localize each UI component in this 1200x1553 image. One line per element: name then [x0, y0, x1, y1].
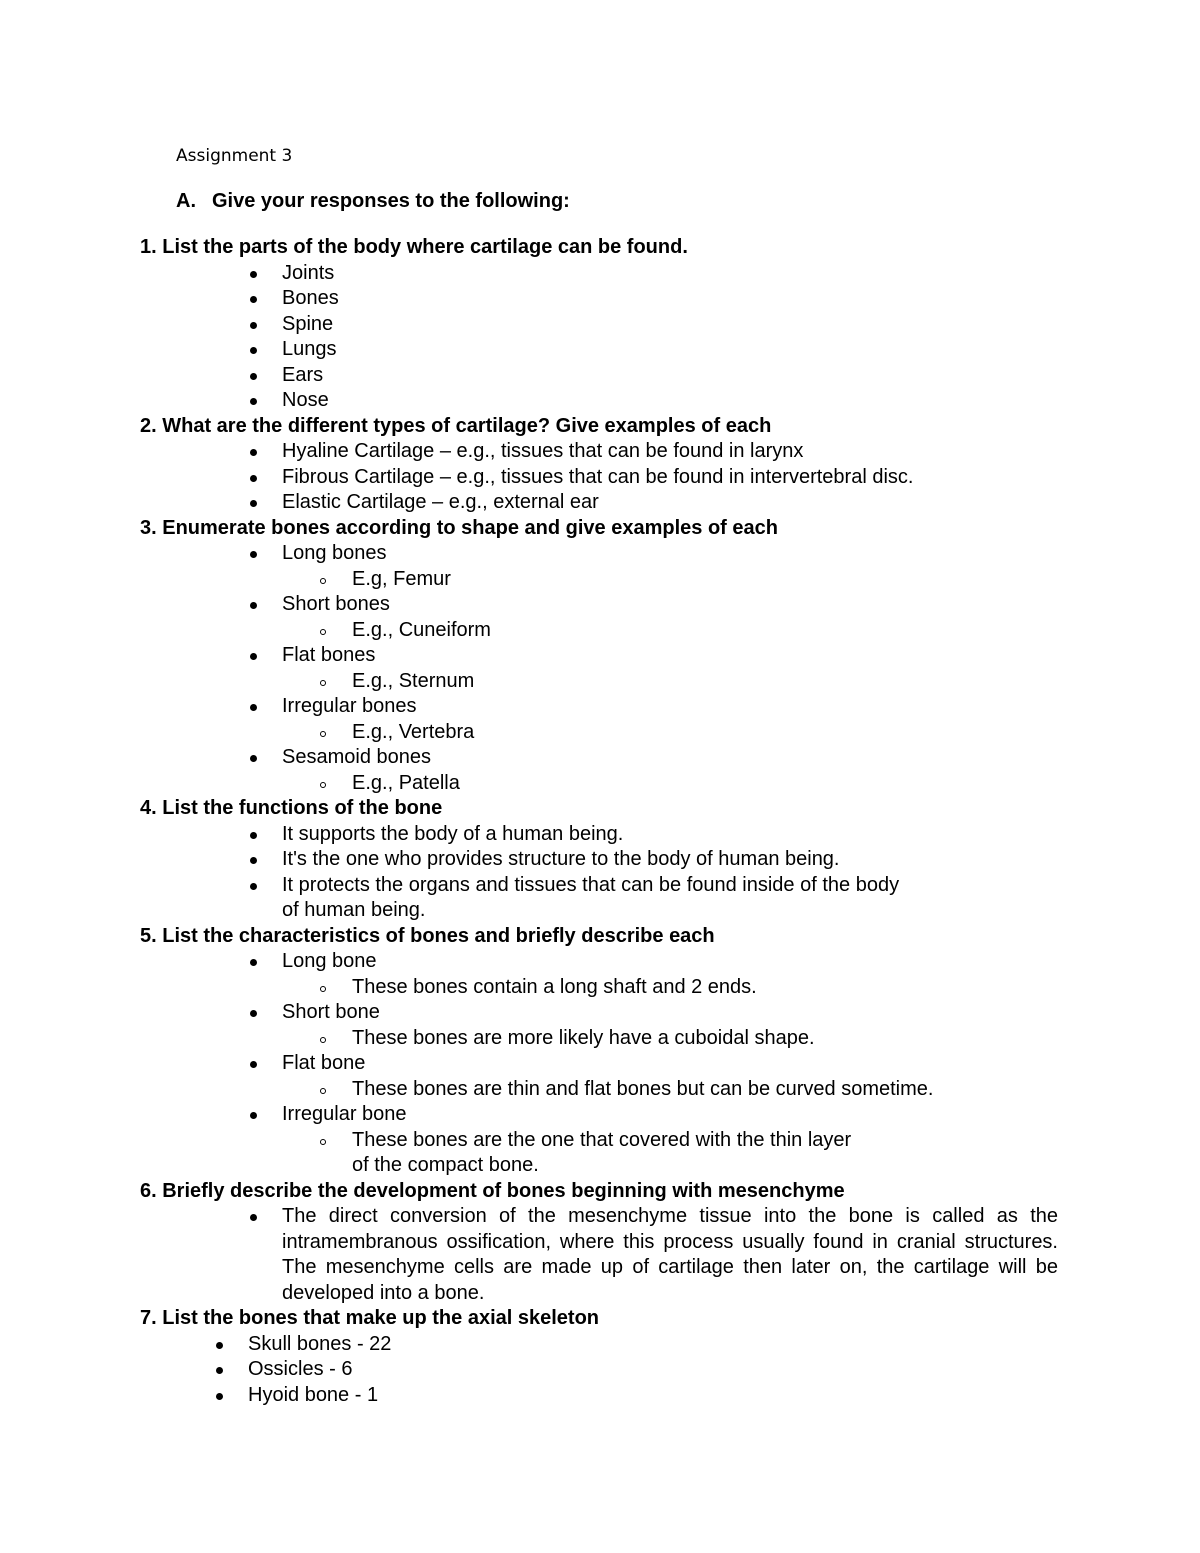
question-3-answers [140, 541, 1060, 567]
list-item [140, 592, 1060, 618]
bullet-icon [250, 551, 257, 558]
list-item-text: Irregular bone [282, 1103, 407, 1125]
list-item [140, 337, 1060, 363]
sub-list-item-text: These bones contain a long shaft and 2 ends. [352, 975, 757, 998]
sub-list-item [140, 975, 1060, 1001]
circle-bullet-icon [320, 1037, 326, 1043]
list-item [140, 1000, 1060, 1026]
question-4-answers [140, 822, 1060, 924]
bullet-icon [250, 475, 257, 482]
question-2-answers [140, 439, 1060, 516]
list-item [140, 490, 1060, 516]
list-item [140, 1332, 1060, 1358]
list-item-text: Ears [282, 363, 324, 386]
bullet-icon [250, 1214, 257, 1221]
sub-list [140, 1026, 1060, 1052]
list-item [140, 286, 1060, 312]
list-item-text: Short bones [282, 593, 390, 615]
list-item-text: Nose [282, 389, 329, 411]
circle-bullet-icon [320, 731, 326, 737]
circle-bullet-icon [320, 680, 326, 686]
circle-bullet-icon [320, 629, 326, 635]
bullet-icon [250, 755, 257, 762]
sub-list-item [140, 1077, 1060, 1103]
question-7: 7. List the bones that make up the axial skeleton [140, 1307, 600, 1329]
bullet-icon [250, 322, 257, 329]
question-3-answers [140, 592, 1060, 618]
question-5: 5. List the characteristics of bones and briefly describe each [140, 924, 715, 947]
bullet-icon [250, 1010, 257, 1017]
question-3-answers [140, 643, 1060, 669]
question-5-answers [140, 1102, 1060, 1128]
list-item-text: Ossicles - 6 [248, 1358, 353, 1380]
question-3-answers [140, 745, 1060, 771]
list-item [140, 822, 1060, 848]
list-item-text: Long bones [282, 542, 387, 564]
sub-list-item-text: E.g., Sternum [352, 669, 475, 692]
circle-bullet-icon [320, 1088, 326, 1094]
list-item-text: Spine [282, 312, 334, 335]
sub-list-item-text: These bones are thin and flat bones but can be curved sometime. [352, 1077, 934, 1100]
list-item [140, 541, 1060, 567]
sub-list [140, 975, 1060, 1001]
bullet-icon [250, 883, 257, 890]
list-item-text: Hyoid bone - 1 [248, 1383, 379, 1406]
question-5-answers [140, 949, 1060, 975]
sub-list [140, 771, 1060, 797]
question-4: 4. List the functions of the bone [140, 797, 443, 819]
question-5-answers [140, 1051, 1060, 1077]
bullet-icon [250, 296, 257, 303]
sub-list-item [140, 720, 1060, 746]
question-1-answers [140, 261, 1060, 414]
bullet-icon [250, 500, 257, 507]
list-item-text: The direct conversion of the mesenchyme tissue into the bone is called as the intramembranous ossification, where this process usually found in cranial structures. The mesenchyme cells are made up of cartilage then later on, the cartilage will be developed into a bone. [282, 1205, 1058, 1304]
sub-list-item-text: These bones are the one that covered with the thin layer of the compact bone. [352, 1128, 852, 1176]
list-item-text: Elastic Cartilage – e.g., external ear [282, 491, 599, 513]
list-item [140, 363, 1060, 389]
sub-list [140, 567, 1060, 593]
circle-bullet-icon [320, 782, 326, 788]
list-item-text: It protects the organs and tissues that can be found inside of the body of human being. [282, 873, 900, 921]
bullet-icon [250, 602, 257, 609]
bullet-icon [250, 959, 257, 966]
list-item-text: Hyaline Cartilage – e.g., tissues that can be found in larynx [282, 440, 804, 462]
bullet-icon [250, 449, 257, 456]
sub-list [140, 720, 1060, 746]
sub-list-item [140, 618, 1060, 644]
bullet-icon [250, 653, 257, 660]
bullet-icon [250, 347, 257, 354]
question-7-answers [140, 1332, 1060, 1409]
sub-list-item-text: E.g., Vertebra [352, 720, 475, 743]
list-item-text: Short bone [282, 1001, 380, 1023]
sub-list-item [140, 1128, 856, 1179]
list-item [140, 1102, 1060, 1128]
list-item [140, 312, 1060, 338]
bullet-icon [250, 398, 257, 405]
sub-list-item [140, 669, 1060, 695]
sub-list-item-text: These bones are more likely have a cuboidal shape. [352, 1026, 815, 1049]
sub-list-item [140, 771, 1060, 797]
list-item-text: Lungs [282, 338, 337, 360]
circle-bullet-icon [320, 1139, 326, 1145]
document-title: Assignment 3 [176, 146, 293, 166]
sub-list-item-text: E.g., Patella [352, 771, 460, 794]
sub-list [140, 1128, 1060, 1179]
section-heading-text: Give your responses to the following: [212, 190, 570, 212]
section-heading [176, 188, 570, 214]
list-item [140, 1051, 1060, 1077]
circle-bullet-icon [320, 986, 326, 992]
list-item [140, 1204, 1060, 1306]
list-item-text: Bones [282, 287, 339, 309]
sub-list [140, 669, 1060, 695]
bullet-icon [250, 271, 257, 278]
list-item-text: Joints [282, 261, 335, 284]
list-item [140, 873, 912, 924]
question-5-answers [140, 1000, 1060, 1026]
sub-list-item [140, 567, 1060, 593]
circle-bullet-icon [320, 578, 326, 584]
question-1: 1. List the parts of the body where cartilage can be found. [140, 236, 688, 258]
sub-list-item [140, 1026, 1060, 1052]
sub-list-item-text: E.g, Femur [352, 567, 451, 590]
list-item [140, 1383, 1060, 1409]
list-item-text: Flat bone [282, 1052, 366, 1074]
list-item-text: Long bone [282, 950, 377, 972]
assignment-content [140, 235, 1060, 1408]
list-item [140, 949, 1060, 975]
list-item [140, 1357, 1060, 1383]
question-3: 3. Enumerate bones according to shape and give examples of each [140, 516, 778, 539]
list-item [140, 694, 1060, 720]
bullet-icon [250, 832, 257, 839]
question-3-answers [140, 694, 1060, 720]
bullet-icon [250, 1112, 257, 1119]
list-item-text: Flat bones [282, 644, 376, 666]
section-marker: A. [176, 190, 196, 212]
list-item [140, 388, 1060, 414]
sub-list [140, 1077, 1060, 1103]
bullet-icon [216, 1393, 223, 1400]
sub-list-item-text: E.g., Cuneiform [352, 618, 491, 641]
question-6-answers [140, 1204, 1060, 1306]
list-item [140, 261, 1060, 287]
list-item [140, 465, 1060, 491]
list-item [140, 643, 1060, 669]
list-item-text: Fibrous Cartilage – e.g., tissues that can be found in intervertebral disc. [282, 465, 914, 488]
question-6: 6. Briefly describe the development of bones beginning with mesenchyme [140, 1179, 845, 1202]
bullet-icon [216, 1342, 223, 1349]
list-item-text: Sesamoid bones [282, 746, 431, 768]
list-item-text: It's the one who provides structure to the body of human being. [282, 848, 840, 870]
question-2: 2. What are the different types of cartilage? Give examples of each [140, 414, 772, 437]
list-item [140, 439, 1060, 465]
list-item-text: Irregular bones [282, 695, 417, 717]
list-item [140, 847, 1060, 873]
bullet-icon [250, 857, 257, 864]
list-item [140, 745, 1060, 771]
list-item-text: It supports the body of a human being. [282, 822, 624, 845]
bullet-icon [216, 1367, 223, 1374]
bullet-icon [250, 373, 257, 380]
sub-list [140, 618, 1060, 644]
bullet-icon [250, 1061, 257, 1068]
bullet-icon [250, 704, 257, 711]
list-item-text: Skull bones - 22 [248, 1332, 392, 1355]
